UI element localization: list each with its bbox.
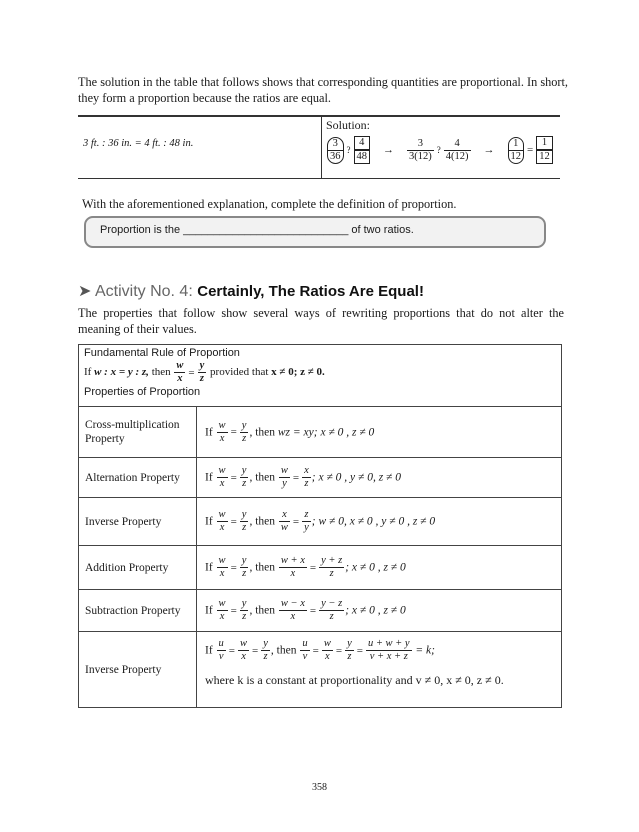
formula-alternation: If $\frac{w}{x}$ = $\frac{y}{z}$ , then $\frac{w}{y}$ = $\frac{x}{z}$ ; x ≠ 0 , y ≠ 0, z ≠ 0 [197,458,562,498]
solution-label: Solution: [326,118,371,132]
fraction-3-36: $\frac{3}{36}$ [327,137,344,164]
property-name-alternation: Alternation Property [79,458,197,498]
formula-cross: If $\frac{w}{x}$ = $\frac{y}{z}$ , then wz = xy; x ≠ 0 , z ≠ 0 [197,407,562,458]
ratio-equation: 3 ft. : 36 in. = 4 ft. : 48 in. [83,138,194,149]
property-name-subtraction: Subtraction Property [79,590,197,632]
activity-paragraph: The properties that follow show several ways of rewriting proportions that do not alter the meaning of their values. [78,306,564,336]
formula-addition: If $\frac{w}{x}$ = $\frac{y}{z}$ , then $\frac{w + x}{x}$ = $\frac{y + z}{z}$ ; x ≠ 0 , z ≠ 0 [197,546,562,590]
fundamental-rule: If w : x = y : z, then $\frac{w}{x}$ = $\frac{y}{z}$ provided that x ≠ 0; z ≠ 0. [84,360,325,384]
arrow-marker-icon: ➤ [78,283,92,300]
activity-title: Certainly, The Ratios Are Equal! [197,283,424,300]
solution-table [78,115,560,179]
activity-heading [78,281,424,301]
fundamental-header: Fundamental Rule of Proportion [84,347,240,359]
definition-instruction: With the aforementioned explanation, complete the definition of proportion. [82,197,457,211]
property-name-addition: Addition Property [79,546,197,590]
property-name-inverse-2: Inverse Property [79,632,197,708]
formula-inverse-2: If $\frac{u}{v}$ = $\frac{w}{x}$ = $\frac{y}{z}$ , then $\frac{u}{v}$ = $\frac{w}{x}$ = $\frac{y}{z}$ = $\frac{u + w + y}{v + x + z}$ = k; where k is a constant at proportionality and v ≠ 0, x ≠ 0, z ≠ 0. [197,632,562,708]
property-name-inverse: Inverse Property [79,498,197,546]
solution-steps: $\frac{3}{36}$ ? $\frac{4}{48}$ → $\frac{3}{3(12)}$ ? $\frac{4}{4(12)}$ → $\frac{1}{12}$ = $\frac{1}{12}$ [326,136,554,164]
definition-text: Proportion is the ___________________________ of two ratios. [100,224,414,236]
where-clause: where k is a constant at proportionality and v ≠ 0, x ≠ 0, z ≠ 0. [205,673,504,687]
arrow-icon: → [483,144,495,156]
formula-inverse: If $\frac{w}{x}$ = $\frac{y}{z}$ , then $\frac{x}{w}$ = $\frac{z}{y}$ ; w ≠ 0, x ≠ 0 , y ≠ 0 , z ≠ 0 [197,498,562,546]
intro-paragraph: The solution in the table that follows shows that corresponding quantities are proportional. In short, they form a proportion because the ratios are equal. [78,75,568,105]
property-name-cross: Cross-multiplication Property [79,407,197,458]
formula-subtraction: If $\frac{w}{x}$ = $\frac{y}{z}$ , then $\frac{w - x}{x}$ = $\frac{y - z}{z}$ ; x ≠ 0 , z ≠ 0 [197,590,562,632]
activity-label: Activity No. 4: [94,283,193,300]
page-number: 358 [312,782,327,793]
properties-header: Properties of Proportion [84,386,201,398]
properties-table [78,344,562,708]
arrow-icon: → [383,144,394,156]
definition-box [84,216,546,248]
